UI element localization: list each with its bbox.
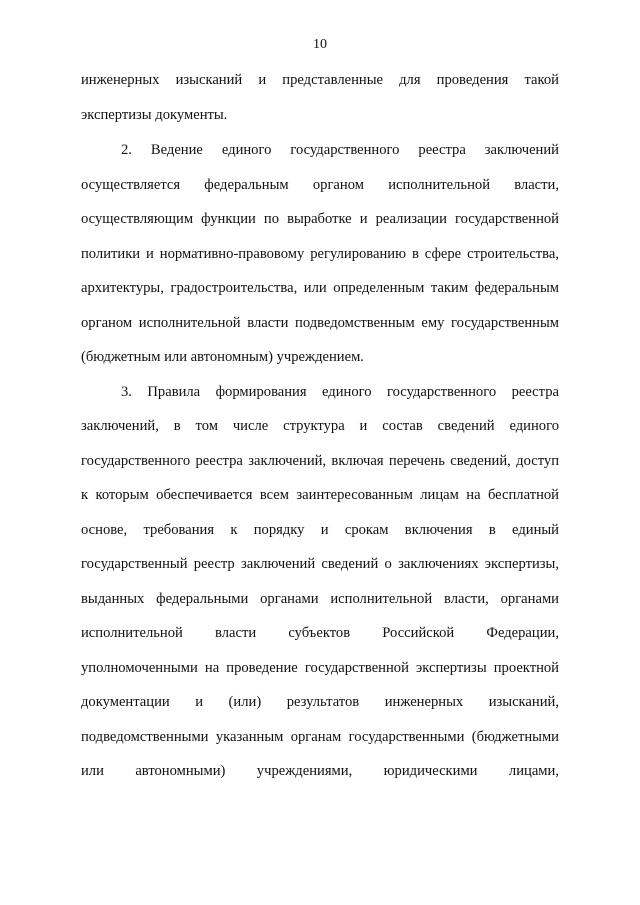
text-line: основе, требования к порядку и срокам включения в единый [81, 522, 559, 538]
text-line: осуществляется федеральным органом исполнительной власти, [81, 177, 559, 193]
text-line: инженерных изысканий и представленные для проведения такой [81, 72, 559, 88]
text-line: документации и (или) результатов инженерных изысканий, [81, 694, 559, 710]
text-line: государственного реестра заключений, включая перечень сведений, доступ [81, 453, 559, 469]
paragraph-2-first-line: 2. Ведение единого государственного реестра заключений [121, 142, 559, 158]
text-line: выданных федеральными органами исполнительной власти, органами [81, 591, 559, 607]
page-number: 10 [313, 37, 327, 52]
text-line: органом исполнительной власти подведомственным ему государственным [81, 315, 559, 331]
text-line: архитектуры, градостроительства, или определенным таким федеральным [81, 280, 559, 296]
text-line: (бюджетным или автономным) учреждением. [81, 349, 364, 365]
text-line: заключений, в том числе структура и состав сведений единого [81, 418, 559, 434]
text-line: экспертизы документы. [81, 107, 228, 123]
text-line: к которым обеспечивается всем заинтересованным лицам на бесплатной [81, 487, 559, 503]
text-line: подведомственными указанным органам государственными (бюджетными [81, 729, 559, 745]
text-line: уполномоченными на проведение государственной экспертизы проектной [81, 660, 559, 676]
text-line: осуществляющим функции по выработке и реализации государственной [81, 211, 559, 227]
paragraph-3-first-line: 3. Правила формирования единого государственного реестра [121, 384, 559, 400]
text-line: исполнительной власти субъектов Российской Федерации, [81, 625, 559, 641]
text-line: или автономными) учреждениями, юридическими лицами, [81, 763, 559, 779]
text-line: государственный реестр заключений сведений о заключениях экспертизы, [81, 556, 559, 572]
text-line: политики и нормативно-правовому регулированию в сфере строительства, [81, 246, 559, 262]
